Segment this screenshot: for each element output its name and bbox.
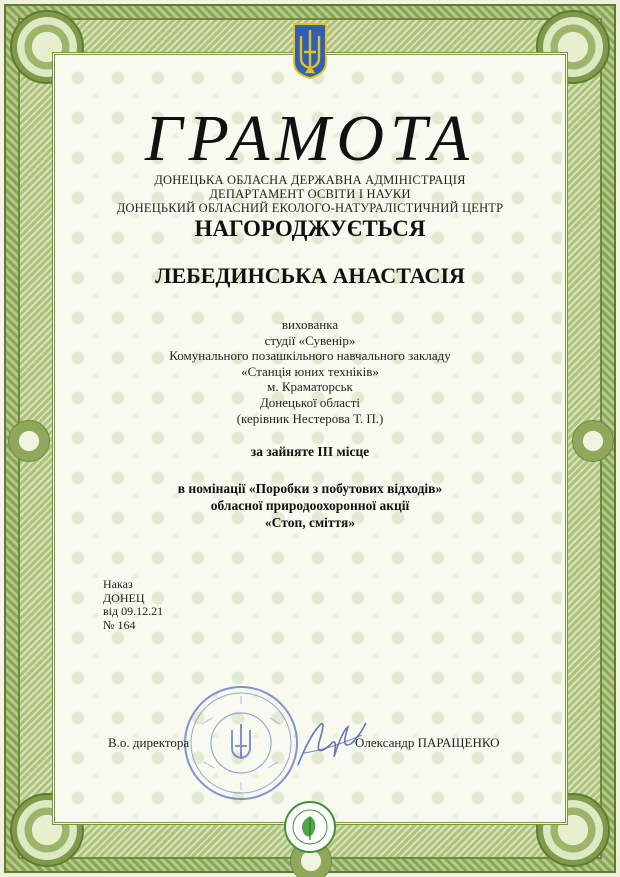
detail-line: м. Краматорськ — [267, 379, 353, 395]
awarded-heading: НАГОРОДЖУЄТЬСЯ — [194, 216, 426, 241]
detail-line: Донецької області — [259, 394, 361, 410]
detail-line: «Станція юних техніків» — [241, 363, 379, 379]
place-line: за зайняте ІІІ місце — [250, 444, 370, 459]
org-line: ДОНЕЦЬКА ОБЛАСНА ДЕРЖАВНА АДМІНІСТРАЦІЯ — [154, 173, 466, 187]
order-reference — [103, 578, 163, 632]
nomination-line: обласної природоохоронної акції — [210, 498, 410, 513]
signatory-role: В.о. директора — [108, 735, 190, 750]
nomination-line: в номінації «Поробки з побутових відходів» — [177, 481, 443, 496]
order-line: ДОНЕЦ — [103, 590, 145, 605]
nomination — [0, 480, 620, 531]
recipient-name: ЛЕБЕДИНСЬКА АНАСТАСІЯ — [155, 263, 465, 288]
signatory-name: Олександр ПАРАЩЕНКО — [355, 735, 500, 750]
detail-line: вихованка — [281, 317, 339, 332]
order-line: Наказ — [103, 577, 133, 591]
order-line: від 09.12.21 — [103, 604, 164, 618]
detail-line: студії «Сувенір» — [264, 332, 356, 348]
nomination-line: «Стоп, сміття» — [264, 515, 356, 530]
recipient-details — [0, 317, 620, 426]
order-line: № 164 — [103, 617, 136, 632]
org-line: ДЕПАРТАМЕНТ ОСВІТИ І НАУКИ — [209, 187, 411, 201]
certificate-title: ГРАМОТА — [145, 102, 475, 175]
eco-center-logo-icon — [283, 800, 337, 854]
trident-coat-of-arms-icon — [290, 22, 330, 80]
org-line: ДОНЕЦЬКИЙ ОБЛАСНИЙ ЕКОЛОГО-НАТУРАЛІСТИЧНИЙ ЦЕНТР — [116, 201, 504, 215]
official-stamp-icon — [182, 684, 300, 802]
detail-line: (керівник Нестерова Т. П.) — [236, 410, 384, 426]
detail-line: Комунального позашкільного навчального закладу — [169, 348, 451, 364]
